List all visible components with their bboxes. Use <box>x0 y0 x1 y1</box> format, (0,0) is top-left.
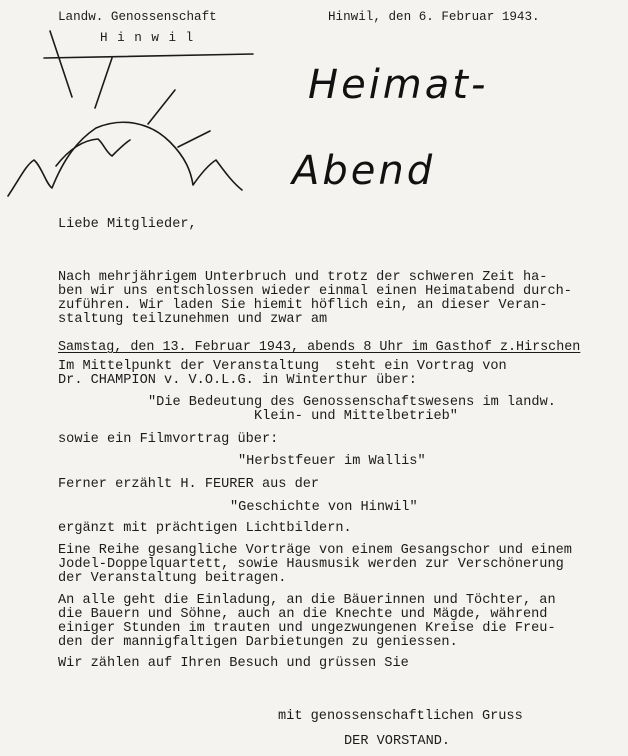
place-date: Hinwil, den 6. Februar 1943. <box>328 10 540 24</box>
sun-rays <box>50 31 210 147</box>
music-line: der Veranstaltung beitragen. <box>58 571 287 586</box>
title-line-2: Abend <box>292 148 436 194</box>
story-intro: Ferner erzählt H. FEURER aus der <box>58 477 320 492</box>
header-underline <box>44 54 253 58</box>
lecture-title-line: "Die Bedeutung des Genossenschaftswesens im landw. <box>148 395 556 410</box>
invitation-line: die Bauern und Söhne, auch an die Knechte und Mägde, während <box>58 607 548 622</box>
invitation-line: An alle geht die Einladung, an die Bäuerinnen und Töchter, an <box>58 593 556 608</box>
film-intro: sowie ein Filmvortrag über: <box>58 432 279 447</box>
film-title: "Herbstfeuer im Wallis" <box>238 454 426 469</box>
lecture-title-line: Klein- und Mittelbetrieb" <box>254 409 458 424</box>
closing-greeting: mit genossenschaftlichen Gruss <box>278 709 523 724</box>
intro-line: zuführen. Wir laden Sie hiemit höflich ein, an dieser Veran- <box>58 298 548 313</box>
org-name: Landw. Genossenschaft <box>58 10 217 24</box>
invitation-line: den der mannigfaltigen Darbietungen zu geniessen. <box>58 635 458 650</box>
intro-line: ben wir uns entschlossen wieder einmal einen Heimatabend durch- <box>58 284 572 299</box>
org-location: H i n w i l <box>100 31 195 45</box>
lecture-intro-line: Im Mittelpunkt der Veranstaltung steht ein Vortrag von <box>58 359 507 374</box>
salutation: Liebe Mitglieder, <box>58 217 197 232</box>
intro-line: staltung teilzunehmen und zwar am <box>58 312 328 327</box>
music-line: Jodel-Doppelquartett, sowie Hausmusik werden zur Verschönerung <box>58 557 564 572</box>
sun-inner-stroke <box>56 139 130 166</box>
event-date-venue: Samstag, den 13. Februar 1943, abends 8 Uhr im Gasthof z.Hirschen <box>58 340 581 355</box>
signer: DER VORSTAND. <box>344 734 451 749</box>
invitation-line: einiger Stunden im trauten und ungezwungenen Kreise die Freu- <box>58 621 556 636</box>
closing-line: Wir zählen auf Ihren Besuch und grüssen Sie <box>58 656 409 671</box>
lecture-intro-line: Dr. CHAMPION v. V.O.L.G. in Winterthur über: <box>58 373 417 388</box>
music-line: Eine Reihe gesangliche Vorträge von einem Gesangschor und einem <box>58 543 572 558</box>
story-note: ergänzt mit prächtigen Lichtbildern. <box>58 521 352 536</box>
story-title: "Geschichte von Hinwil" <box>230 500 418 515</box>
title-line-1: Heimat- <box>308 62 489 108</box>
intro-line: Nach mehrjährigem Unterbruch und trotz der schweren Zeit ha- <box>58 270 548 285</box>
